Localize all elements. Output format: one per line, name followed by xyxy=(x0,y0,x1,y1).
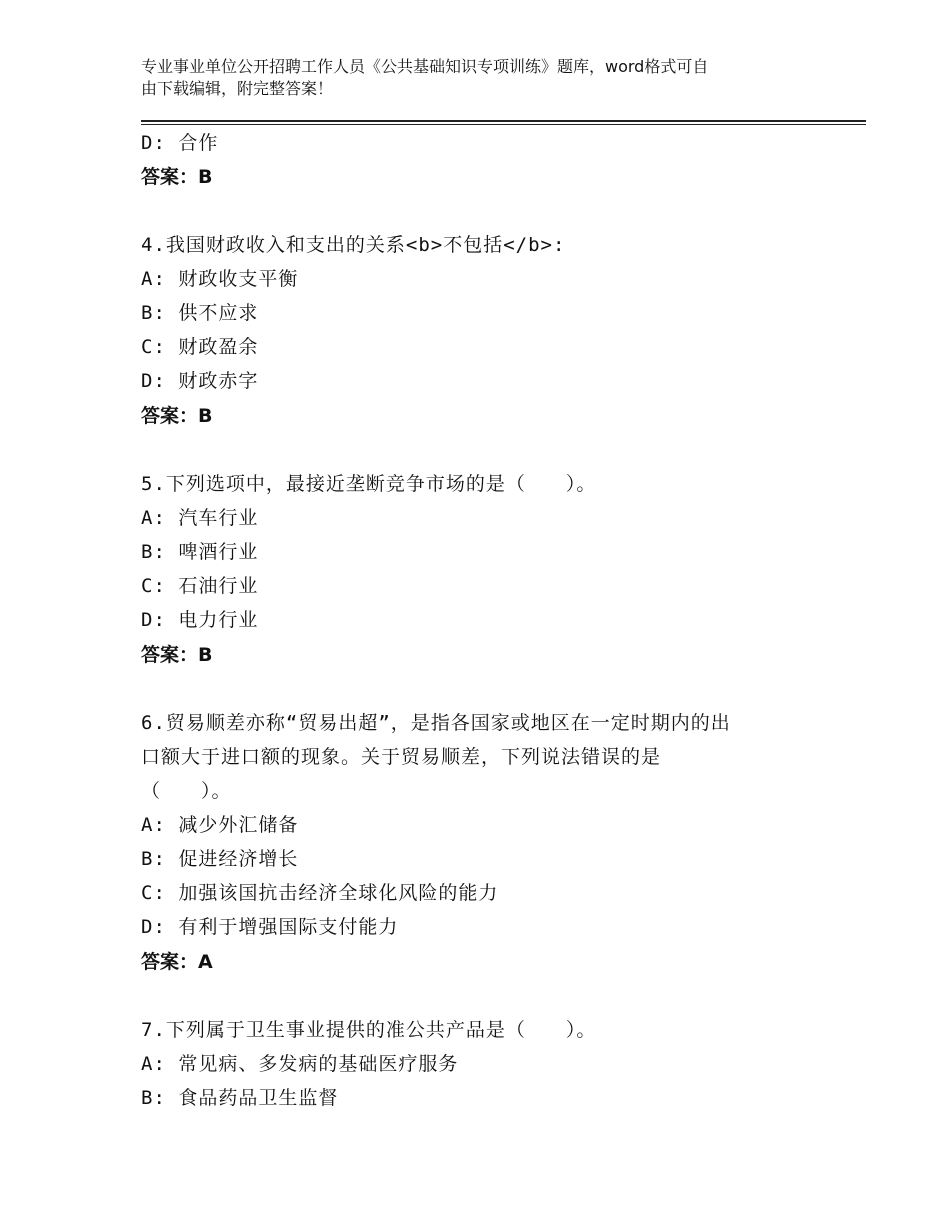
page-header xyxy=(141,56,821,100)
header-line-1: 专业事业单位公开招聘工作人员《公共基础知识专项训练》题库，word格式可自 xyxy=(141,57,709,76)
q4-option-b: B: 供不应求 xyxy=(141,302,259,324)
q6-option-d: D: 有利于增强国际支付能力 xyxy=(141,916,399,938)
q7-option-b: B: 食品药品卫生监督 xyxy=(141,1087,339,1109)
q6-question-line-3: （ ）。 xyxy=(141,780,232,802)
header-line-2: 由下载编辑，附完整答案！ xyxy=(141,79,334,98)
q3-option-d: D: 合作 xyxy=(141,132,219,154)
q6-question-line-2: 口额大于进口额的现象。关于贸易顺差，下列说法错误的是 xyxy=(141,746,662,768)
q6-option-c: C: 加强该国抗击经济全球化风险的能力 xyxy=(141,882,499,904)
q3-answer: 答案：B xyxy=(141,166,213,188)
q5-option-a: A: 汽车行业 xyxy=(141,507,259,529)
q5-answer: 答案：B xyxy=(141,644,213,666)
q7-question: 7.下列属于卫生事业提供的准公共产品是（ ）。 xyxy=(141,1019,597,1041)
q5-option-b: B: 啤酒行业 xyxy=(141,541,259,563)
header-rule-thin xyxy=(141,124,866,125)
q6-answer: 答案：A xyxy=(141,951,213,973)
q6-option-b: B: 促进经济增长 xyxy=(141,848,299,870)
q4-question: 4.我国财政收入和支出的关系<b>不包括</b>: xyxy=(141,234,566,256)
q4-option-c: C: 财政盈余 xyxy=(141,336,259,358)
q7-option-a: A: 常见病、多发病的基础医疗服务 xyxy=(141,1053,459,1075)
q5-option-d: D: 电力行业 xyxy=(141,609,259,631)
q4-answer: 答案：B xyxy=(141,405,213,427)
q5-question: 5.下列选项中，最接近垄断竞争市场的是（ ）。 xyxy=(141,473,597,495)
q6-question-line-1: 6.贸易顺差亦称“贸易出超”，是指各国家或地区在一定时期内的出 xyxy=(141,712,731,734)
q6-option-a: A: 减少外汇储备 xyxy=(141,814,299,836)
q4-option-d: D: 财政赤字 xyxy=(141,370,259,392)
q4-option-a: A: 财政收支平衡 xyxy=(141,268,299,290)
q5-option-c: C: 石油行业 xyxy=(141,575,259,597)
header-rule-thick xyxy=(141,120,866,122)
